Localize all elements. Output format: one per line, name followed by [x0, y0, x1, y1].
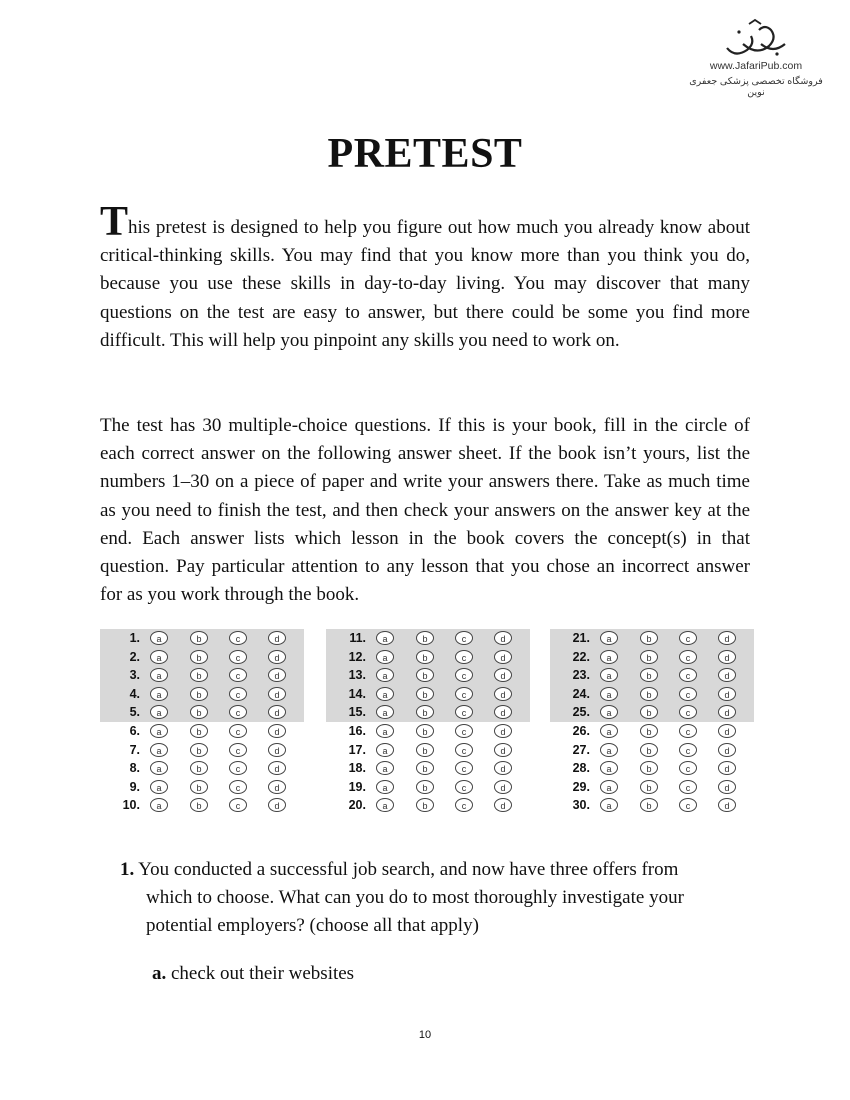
answer-bubble-d[interactable]: d: [494, 668, 512, 682]
answer-bubble-a[interactable]: a: [376, 687, 394, 701]
answer-row: [100, 759, 304, 778]
answer-row-number: 1.: [129, 631, 140, 645]
answer-bubble-a[interactable]: a: [600, 687, 618, 701]
question-1-line-1: You conducted a successful job search, and now have three offers from: [138, 859, 679, 880]
answer-row: [100, 796, 304, 815]
answer-bubble-b[interactable]: b: [416, 650, 434, 664]
answer-bubble-b[interactable]: b: [416, 761, 434, 775]
answer-row-number: 5.: [129, 705, 140, 720]
answer-row-number: 30.: [572, 798, 590, 813]
answer-bubble-a[interactable]: a: [150, 761, 168, 775]
answer-row: [550, 703, 754, 722]
answer-bubble-b[interactable]: b: [416, 687, 434, 701]
answer-row: [550, 685, 754, 704]
answer-bubble-c[interactable]: c: [229, 724, 247, 738]
answer-row-number: 23.: [572, 668, 590, 683]
answer-bubble-a[interactable]: a: [600, 743, 618, 757]
answer-bubble-d[interactable]: d: [718, 631, 736, 645]
answer-bubble-c[interactable]: c: [679, 724, 697, 738]
answer-bubble-c[interactable]: c: [229, 798, 247, 812]
answer-row: [326, 666, 530, 685]
answer-row-number: 22.: [572, 649, 590, 664]
answer-bubble-d[interactable]: d: [494, 631, 512, 645]
answer-bubble-d[interactable]: d: [494, 761, 512, 775]
answer-bubble-b[interactable]: b: [640, 650, 658, 664]
answer-bubble-c[interactable]: c: [229, 687, 247, 701]
answer-bubble-a[interactable]: a: [600, 798, 618, 812]
answer-bubble-b[interactable]: b: [190, 705, 208, 719]
answer-bubble-d[interactable]: d: [494, 724, 512, 738]
answer-row-number: 7.: [129, 742, 140, 757]
page-number: 10: [418, 1029, 432, 1041]
question-1-option-a[interactable]: [152, 960, 354, 988]
answer-bubble-a[interactable]: a: [600, 705, 618, 719]
answer-row-number: 6.: [129, 724, 140, 738]
answer-bubble-b[interactable]: b: [190, 743, 208, 757]
answer-bubble-d[interactable]: d: [268, 724, 286, 738]
answer-bubble-c[interactable]: c: [229, 743, 247, 757]
answer-row: [100, 685, 304, 704]
answer-bubble-d[interactable]: d: [718, 705, 736, 719]
answer-row: [326, 722, 530, 741]
answer-bubble-b[interactable]: b: [640, 780, 658, 794]
answer-bubble-c[interactable]: c: [455, 631, 473, 645]
answer-bubble-d[interactable]: d: [718, 687, 736, 701]
answer-bubble-c[interactable]: c: [455, 780, 473, 794]
answer-bubble-a[interactable]: a: [376, 743, 394, 757]
answer-row-number: 3.: [129, 668, 140, 683]
answer-bubble-d[interactable]: d: [268, 761, 286, 775]
answer-row: [100, 722, 304, 741]
logo-subtitle: فروشگاه تخصصی پزشکی جعفری نوین: [689, 76, 823, 98]
answer-row-number: 28.: [572, 761, 590, 776]
answer-bubble-b[interactable]: b: [640, 743, 658, 757]
answer-bubble-d[interactable]: d: [268, 631, 286, 645]
answer-row: [326, 648, 530, 667]
answer-bubble-c[interactable]: c: [455, 724, 473, 738]
answer-row: [326, 759, 530, 778]
answer-row: [100, 629, 304, 648]
answer-row: [100, 703, 304, 722]
answer-bubble-d[interactable]: d: [268, 650, 286, 664]
answer-bubble-d[interactable]: d: [268, 705, 286, 719]
answer-bubble-a[interactable]: a: [600, 761, 618, 775]
answer-bubble-d[interactable]: d: [268, 798, 286, 812]
answer-bubble-d[interactable]: d: [268, 743, 286, 757]
page-title: PRETEST: [327, 131, 523, 177]
answer-bubble-c[interactable]: c: [679, 743, 697, 757]
answer-bubble-a[interactable]: a: [150, 687, 168, 701]
answer-bubble-c[interactable]: c: [455, 798, 473, 812]
drop-cap: T: [100, 199, 129, 245]
answer-bubble-c[interactable]: c: [455, 668, 473, 682]
answer-bubble-c[interactable]: c: [679, 687, 697, 701]
question-1: [120, 856, 760, 940]
answer-row-number: 9.: [129, 779, 140, 794]
answer-row: [326, 703, 530, 722]
answer-bubble-c[interactable]: c: [679, 780, 697, 794]
answer-row: [550, 648, 754, 667]
intro-paragraph-1-text: his pretest is designed to help you figure out how much you already know about critical-thinking skills. You may find that you know more than you think you do, because you use these skills in day-to-day living. You may discover that many questions on the test are easy to answer, but there could be some you find more difficult. This will help you pinpoint any skills you need to work on.: [100, 217, 750, 351]
answer-bubble-d[interactable]: d: [268, 780, 286, 794]
answer-row-number: 14.: [348, 686, 366, 701]
answer-bubble-b[interactable]: b: [190, 724, 208, 738]
intro-paragraph-1: [100, 199, 750, 355]
answer-row-number: 4.: [129, 686, 140, 701]
answer-bubble-a[interactable]: a: [600, 650, 618, 664]
answer-row-number: 18.: [348, 761, 366, 776]
answer-bubble-a[interactable]: a: [150, 705, 168, 719]
answer-row-number: 2.: [129, 649, 140, 664]
answer-bubble-a[interactable]: a: [600, 780, 618, 794]
answer-bubble-c[interactable]: c: [679, 650, 697, 664]
answer-bubble-c[interactable]: c: [455, 743, 473, 757]
answer-bubble-c[interactable]: c: [679, 631, 697, 645]
answer-row-number: 17.: [348, 742, 366, 757]
answer-bubble-c[interactable]: c: [229, 631, 247, 645]
answer-bubble-b[interactable]: b: [190, 761, 208, 775]
answer-bubble-a[interactable]: a: [150, 650, 168, 664]
logo-url: www.JafariPub.com: [709, 60, 803, 72]
answer-bubble-a[interactable]: a: [150, 631, 168, 645]
answer-row: [326, 629, 530, 648]
question-1-line-2: which to choose. What can you do to most thoroughly investigate your: [146, 887, 684, 908]
answer-bubble-a[interactable]: a: [376, 761, 394, 775]
answer-bubble-d[interactable]: d: [494, 705, 512, 719]
answer-row-number: 8.: [129, 761, 140, 776]
answer-bubble-d[interactable]: d: [494, 798, 512, 812]
answer-row-number: 11.: [349, 631, 366, 645]
answer-row: [550, 629, 754, 648]
answer-bubble-a[interactable]: a: [376, 724, 394, 738]
answer-bubble-b[interactable]: b: [416, 780, 434, 794]
answer-row-number: 15.: [348, 705, 366, 720]
answer-bubble-b[interactable]: b: [190, 631, 208, 645]
answer-row-number: 27.: [572, 742, 590, 757]
answer-bubble-d[interactable]: d: [718, 743, 736, 757]
answer-row: [100, 778, 304, 797]
answer-bubble-b[interactable]: b: [190, 687, 208, 701]
answer-bubble-c[interactable]: c: [229, 780, 247, 794]
answer-bubble-b[interactable]: b: [640, 798, 658, 812]
answer-bubble-c[interactable]: c: [455, 705, 473, 719]
publisher-logo: [686, 18, 826, 98]
answer-bubble-a[interactable]: a: [150, 780, 168, 794]
answer-row: [550, 778, 754, 797]
answer-row-number: 12.: [348, 649, 366, 664]
answer-bubble-b[interactable]: b: [190, 668, 208, 682]
answer-row: [550, 722, 754, 741]
jafari-logo-icon: [721, 18, 791, 62]
answer-bubble-c[interactable]: c: [455, 687, 473, 701]
answer-row: [550, 759, 754, 778]
answer-row: [326, 741, 530, 760]
answer-bubble-b[interactable]: b: [190, 780, 208, 794]
answer-bubble-d[interactable]: d: [268, 668, 286, 682]
answer-row-number: 26.: [572, 724, 590, 738]
answer-bubble-c[interactable]: c: [229, 705, 247, 719]
answer-row: [100, 741, 304, 760]
answer-bubble-d[interactable]: d: [718, 650, 736, 664]
answer-bubble-d[interactable]: d: [494, 687, 512, 701]
answer-bubble-b[interactable]: b: [416, 668, 434, 682]
answer-bubble-b[interactable]: b: [640, 687, 658, 701]
answer-bubble-c[interactable]: c: [229, 761, 247, 775]
answer-bubble-d[interactable]: d: [268, 687, 286, 701]
answer-bubble-b[interactable]: b: [416, 798, 434, 812]
answer-row: [326, 685, 530, 704]
answer-row: [550, 796, 754, 815]
answer-bubble-c[interactable]: c: [679, 668, 697, 682]
answer-row-number: 10.: [122, 798, 140, 813]
answer-bubble-d[interactable]: d: [718, 668, 736, 682]
answer-row: [100, 648, 304, 667]
answer-bubble-b[interactable]: b: [640, 761, 658, 775]
answer-row: [326, 796, 530, 815]
answer-bubble-d[interactable]: d: [718, 761, 736, 775]
answer-bubble-c[interactable]: c: [679, 798, 697, 812]
answer-bubble-a[interactable]: a: [600, 668, 618, 682]
answer-bubble-d[interactable]: d: [494, 743, 512, 757]
answer-bubble-c[interactable]: c: [229, 650, 247, 664]
answer-bubble-a[interactable]: a: [150, 798, 168, 812]
answer-bubble-b[interactable]: b: [640, 705, 658, 719]
answer-row-number: 24.: [572, 686, 590, 701]
answer-bubble-c[interactable]: c: [679, 705, 697, 719]
answer-bubble-a[interactable]: a: [600, 631, 618, 645]
answer-row: [550, 741, 754, 760]
answer-row-number: 13.: [348, 668, 366, 683]
answer-bubble-b[interactable]: b: [640, 631, 658, 645]
answer-row-number: 21.: [572, 631, 590, 645]
answer-bubble-a[interactable]: a: [376, 780, 394, 794]
answer-bubble-c[interactable]: c: [455, 650, 473, 664]
answer-bubble-b[interactable]: b: [416, 631, 434, 645]
answer-bubble-b[interactable]: b: [640, 668, 658, 682]
answer-bubble-d[interactable]: d: [718, 780, 736, 794]
answer-bubble-c[interactable]: c: [229, 668, 247, 682]
answer-bubble-a[interactable]: a: [376, 705, 394, 719]
answer-bubble-b[interactable]: b: [190, 650, 208, 664]
question-1-number: 1.: [120, 859, 135, 880]
answer-bubble-b[interactable]: b: [416, 705, 434, 719]
answer-row-number: 25.: [572, 705, 590, 720]
answer-bubble-b[interactable]: b: [640, 724, 658, 738]
answer-row-number: 19.: [348, 779, 366, 794]
answer-bubble-a[interactable]: a: [150, 668, 168, 682]
answer-bubble-d[interactable]: d: [718, 724, 736, 738]
answer-bubble-c[interactable]: c: [455, 761, 473, 775]
answer-bubble-d[interactable]: d: [494, 650, 512, 664]
question-1-line-3: potential employers? (choose all that apply): [146, 915, 479, 936]
answer-bubble-b[interactable]: b: [190, 798, 208, 812]
answer-bubble-a[interactable]: a: [376, 798, 394, 812]
answer-row: [326, 778, 530, 797]
answer-bubble-a[interactable]: a: [376, 650, 394, 664]
option-a-letter: a.: [152, 963, 167, 984]
option-a-text: check out their websites: [171, 963, 355, 984]
answer-row-number: 20.: [348, 798, 366, 813]
answer-bubble-a[interactable]: a: [376, 631, 394, 645]
answer-bubble-d[interactable]: d: [718, 798, 736, 812]
answer-bubble-a[interactable]: a: [600, 724, 618, 738]
answer-bubble-d[interactable]: d: [494, 780, 512, 794]
answer-bubble-a[interactable]: a: [150, 743, 168, 757]
answer-bubble-a[interactable]: a: [376, 668, 394, 682]
answer-row-number: 29.: [572, 779, 590, 794]
answer-bubble-b[interactable]: b: [416, 743, 434, 757]
answer-bubble-a[interactable]: a: [150, 724, 168, 738]
intro-paragraph-2: The test has 30 multiple-choice questions. If this is your book, fill in the circle of each correct answer on the following answer sheet. If the book isn’t yours, list the numbers 1–30 on a piece of paper and write your answers there. Take as much time as you need to finish the test, and then check your answers on the answer key at the end. Each answer lists which lesson in the book covers the concept(s) in that question. Pay particular attention to any lesson that you chose an incorrect answer for as you work through the book.: [100, 415, 750, 606]
answer-row: [550, 666, 754, 685]
answer-bubble-b[interactable]: b: [416, 724, 434, 738]
answer-row-number: 16.: [348, 724, 366, 738]
answer-bubble-c[interactable]: c: [679, 761, 697, 775]
answer-row: [100, 666, 304, 685]
